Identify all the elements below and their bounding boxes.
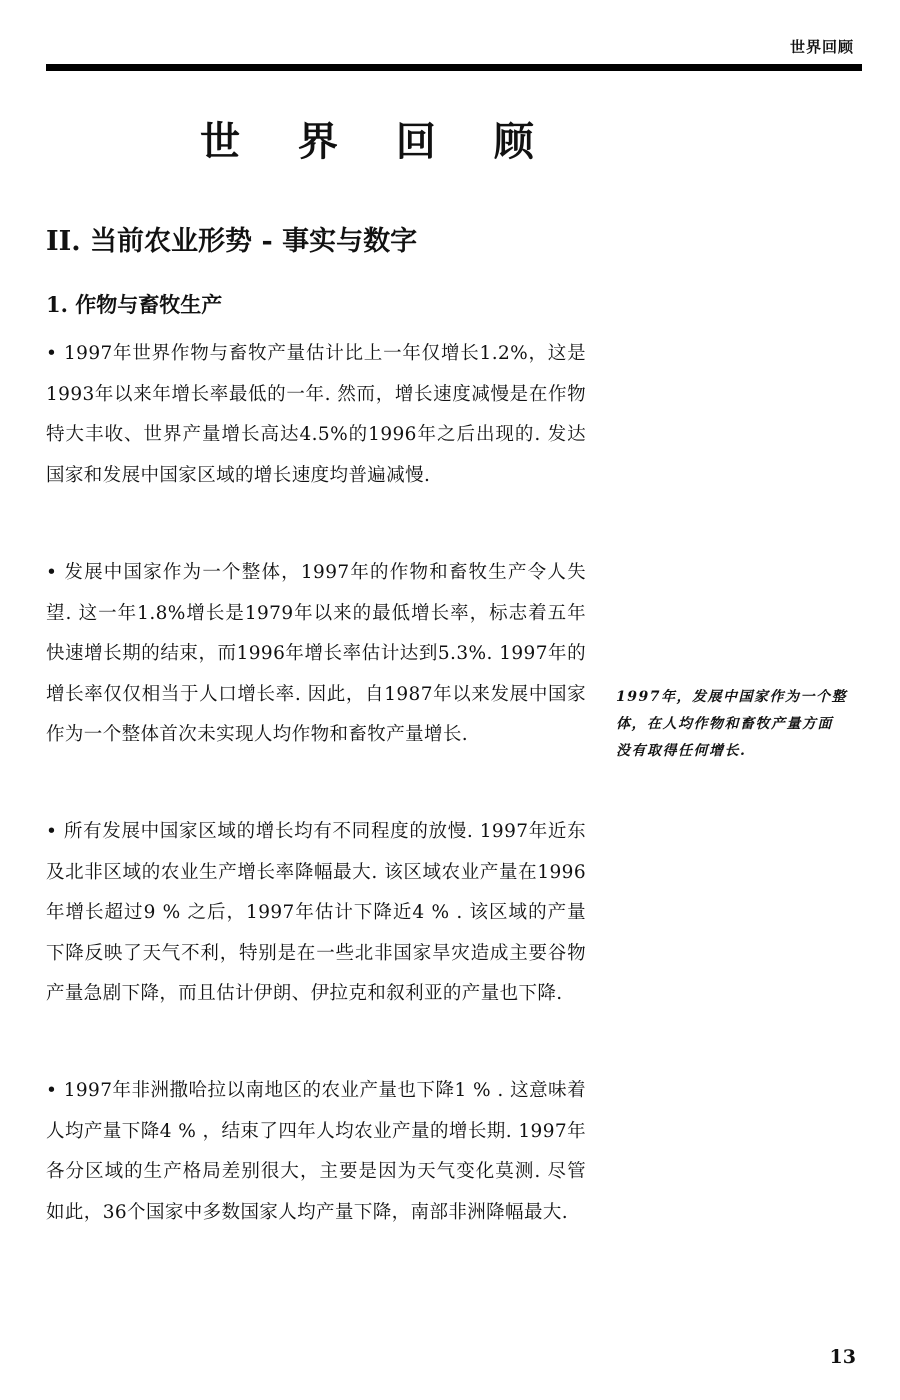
body-paragraph-2: • 发展中国家作为一个整体，1997年的作物和畜牧生产令人失望. 这一年1.8%增长是1979年以来的最低增长率，标志着五年快速增长期的结束，而1996年增长率估计达到5.3%. 1997年的增长率仅仅相当于人口增长率. 因此，自1987年以来发展中国家作为一个整体首次未实现人均作物和畜牧产量增长. (46, 562, 586, 745)
subsection-heading: 1. 作物与畜牧生产 (46, 292, 223, 317)
margin-note: 1997年，发展中国家作为一个整体，在人均作物和畜牧产量方面没有取得任何增长. (616, 689, 847, 759)
page-title: 世 界 回 顾 (200, 118, 556, 165)
body-paragraph-1: • 1997年世界作物与畜牧产量估计比上一年仅增长1.2%，这是1993年以来年增长率最低的一年. 然而，增长速度减慢是在作物特大丰收、世界产量增长高达4.5%的1996年之后出现的. 发达国家和发展中国家区域的增长速度均普遍减慢. (46, 343, 586, 486)
section-heading: II. 当前农业形势 - 事实与数字 (46, 226, 418, 257)
header-rule (46, 64, 862, 71)
page-number: 13 (829, 1346, 856, 1368)
body-paragraph-3: • 所有发展中国家区域的增长均有不同程度的放慢. 1997年近东及北非区域的农业生产增长率降幅最大. 该区域农业产量在1996年增长超过9 % 之后，1997年估计下降近4 % . 该区域的产量下降反映了天气不利，特别是在一些北非国家旱灾造成主要谷物产量急剧下降，而且估计伊朗、伊拉克和叙利亚的产量也下降. (46, 821, 586, 1004)
body-paragraph-4: • 1997年非洲撒哈拉以南地区的农业产量也下降1 % . 这意味着人均产量下降4 % ，结束了四年人均农业产量的增长期. 1997年各分区域的生产格局差别很大，主要是因为天气变化莫测. 尽管如此，36个国家中多数国家人均产量下降，南部非洲降幅最大. (46, 1080, 586, 1223)
running-head: 世界回顾 (789, 38, 854, 56)
